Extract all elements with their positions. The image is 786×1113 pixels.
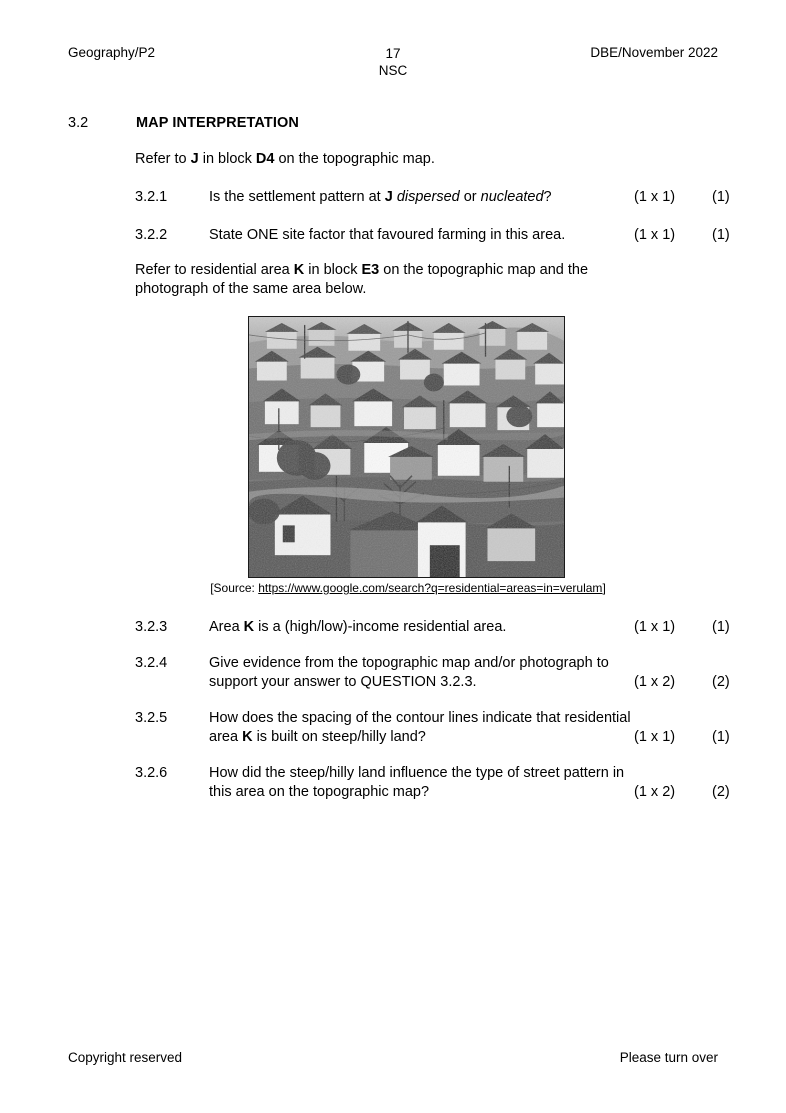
q1-italic-nucleated: nucleated [480,189,544,205]
q6-line-1: How did the steep/hilly land influence the type of street pattern in [209,765,625,781]
source-prefix: [Source: [210,581,259,595]
settlement-photograph [248,316,565,578]
question-number: 3.2.1 [135,189,168,205]
header-paper-ref: DBE/November 2022 [590,45,718,60]
figure-source-caption [188,581,628,595]
question-calc: (1 x 1) [634,189,676,205]
lead-paragraph-2 [135,261,683,299]
question-text [209,654,683,692]
lead-2-before: Refer to residential area [135,262,294,278]
lead-2-middle: in block [304,262,362,278]
q3-bold-k: K [243,619,255,635]
page-number: 17 [385,46,401,61]
question-calc: (1 x 1) [634,729,676,745]
q5-line-2 [209,729,426,745]
q1-italic-dispersed: dispersed [396,189,460,205]
page-header [68,45,718,85]
question-marks: (2) [712,674,730,690]
lead-1-bold-j: J [190,151,199,167]
lead-2-bold-k: K [293,262,305,278]
copyright-text: Copyright reserved [68,1050,183,1065]
question-text: State ONE site factor that favoured farming in this area. [209,227,566,243]
q5-bold-k: K [242,729,253,745]
q3-after: is a (high/low)-income residential area. [254,619,507,635]
question-text [209,764,683,802]
question-calc: (1 x 2) [634,784,676,800]
question-text [209,188,683,207]
question-number: 3.2.2 [135,227,168,243]
question-number: 3.2.3 [135,619,168,635]
lead-paragraph-1 [135,150,683,169]
q5-line-1: How does the spacing of the contour lines indicate that residential [209,710,631,726]
lead-2-bold-e3: E3 [361,262,380,278]
section-title: MAP INTERPRETATION [136,115,299,131]
q4-line-2: support your answer to QUESTION 3.2.3. [209,674,477,690]
question-number: 3.2.6 [135,765,168,781]
lead-2-line-2: photograph of the same area below. [135,281,367,297]
q1-after: ? [543,189,552,205]
q6-line-2: this area on the topographic map? [209,784,430,800]
question-marks: (1) [712,227,730,243]
q3-before: Area [209,619,244,635]
lead-1-before: Refer to [135,151,191,167]
q5-after: is built on steep/hilly land? [252,729,426,745]
lead-2-line-1 [135,261,683,280]
q4-line-1: Give evidence from the topographic map and/or photograph to [209,655,609,671]
question-marks: (2) [712,784,730,800]
source-url-link[interactable]: https://www.google.com/search?q=residential=areas=in=verulam [258,581,603,595]
header-subject: Geography/P2 [68,45,156,60]
question-calc: (1 x 1) [634,619,676,635]
question-calc: (1 x 1) [634,227,676,243]
q1-before: Is the settlement pattern at [209,189,385,205]
question-marks: (1) [712,729,730,745]
question-marks: (1) [712,619,730,635]
source-suffix: ] [602,581,606,595]
exam-code: NSC [378,63,408,78]
section-number: 3.2 [68,115,89,131]
question-marks: (1) [712,189,730,205]
turn-over-text: Please turn over [619,1050,718,1065]
question-text [209,709,683,747]
q5-before: area [209,729,243,745]
q1-bold-j: J [384,189,393,205]
q1-join: or [459,189,481,205]
lead-2-after: on the topographic map and the [379,262,589,278]
lead-1-middle: in block [198,151,256,167]
lead-1-bold-d4: D4 [255,151,275,167]
question-number: 3.2.5 [135,710,168,726]
question-calc: (1 x 2) [634,674,676,690]
lead-1-after: on the topographic map. [274,151,435,167]
question-number: 3.2.4 [135,655,168,671]
settlement-photograph-image [249,317,564,577]
question-text [209,618,683,637]
